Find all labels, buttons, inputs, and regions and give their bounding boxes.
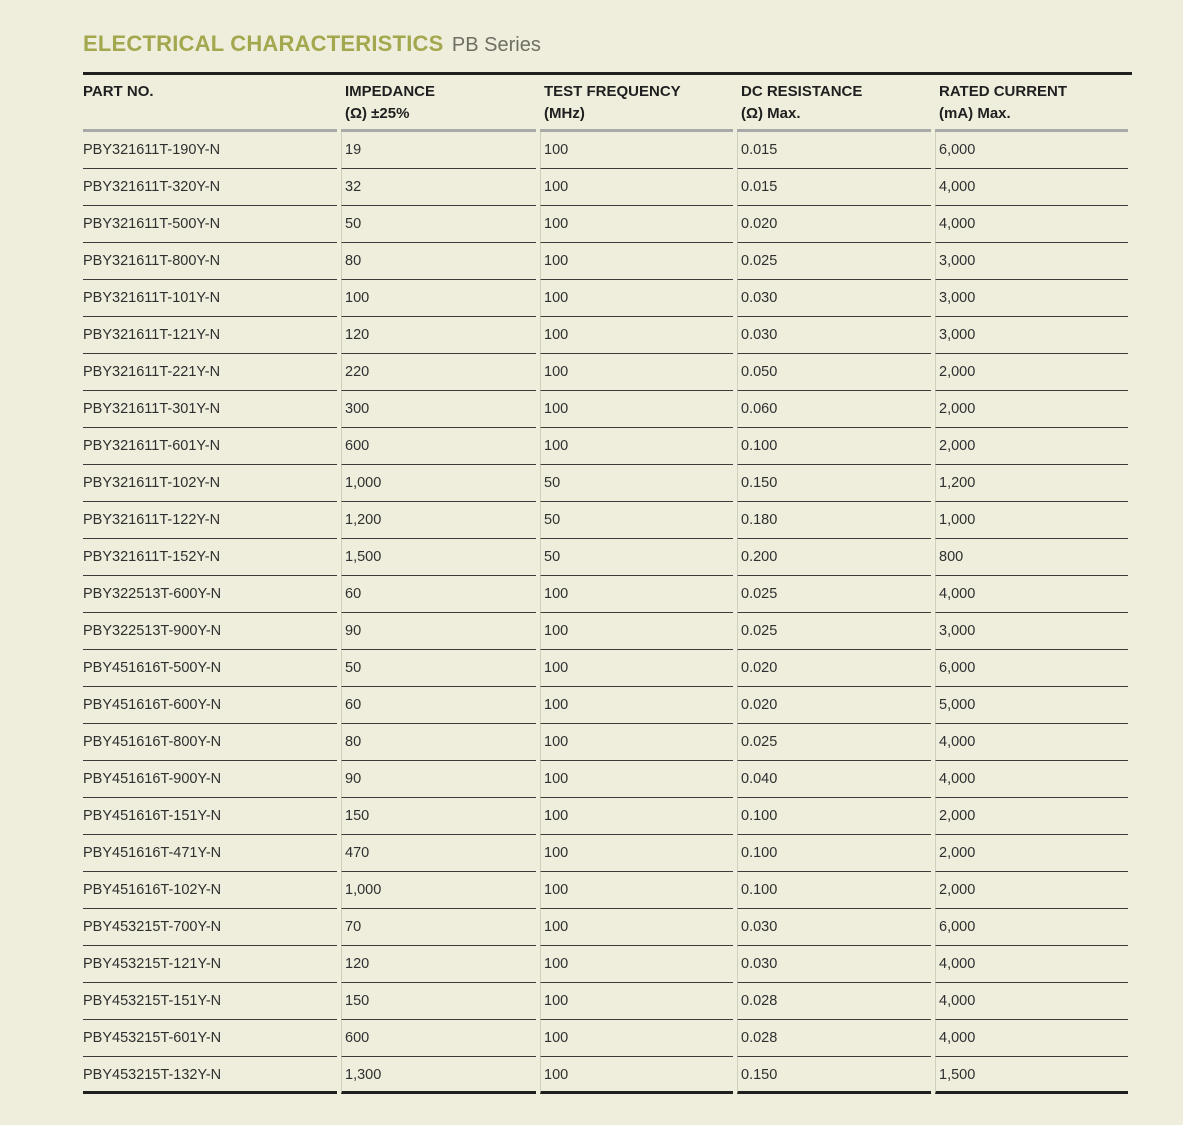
cell-part-no: PBY321611T-190Y-N [83,132,337,169]
cell-part-no: PBY451616T-900Y-N [83,761,337,798]
cell-dc-resistance: 0.150 [737,1057,931,1094]
cell-dc-resistance: 0.030 [737,946,931,983]
cell-test-frequency: 100 [540,798,733,835]
cell-part-no: PBY453215T-700Y-N [83,909,337,946]
column-header-line2: (mA) Max. [939,105,1011,122]
cell-impedance: 1,000 [341,465,536,502]
cell-part-no: PBY453215T-121Y-N [83,946,337,983]
section-title: ELECTRICAL CHARACTERISTICS [83,31,444,56]
cell-test-frequency: 100 [540,650,733,687]
cell-rated-current: 6,000 [935,132,1128,169]
cell-test-frequency: 100 [540,132,733,169]
cell-part-no: PBY451616T-471Y-N [83,835,337,872]
cell-rated-current: 1,500 [935,1057,1128,1094]
column-header-line2: (Ω) Max. [741,105,801,122]
cell-test-frequency: 50 [540,465,733,502]
cell-test-frequency: 100 [540,169,733,206]
cell-rated-current: 4,000 [935,169,1128,206]
cell-rated-current: 4,000 [935,576,1128,613]
column-header-line1: RATED CURRENT [939,83,1068,100]
cell-test-frequency: 100 [540,835,733,872]
cell-dc-resistance: 0.030 [737,317,931,354]
cell-dc-resistance: 0.020 [737,687,931,724]
cell-dc-resistance: 0.015 [737,132,931,169]
cell-test-frequency: 100 [540,687,733,724]
cell-test-frequency: 100 [540,1020,733,1057]
cell-part-no: PBY321611T-601Y-N [83,428,337,465]
cell-rated-current: 3,000 [935,280,1128,317]
cell-part-no: PBY321611T-221Y-N [83,354,337,391]
cell-dc-resistance: 0.100 [737,798,931,835]
cell-dc-resistance: 0.025 [737,243,931,280]
cell-dc-resistance: 0.200 [737,539,931,576]
cell-impedance: 32 [341,169,536,206]
cell-test-frequency: 100 [540,724,733,761]
column-header-line1: DC RESISTANCE [741,83,863,100]
cell-dc-resistance: 0.030 [737,280,931,317]
cell-rated-current: 2,000 [935,428,1128,465]
cell-dc-resistance: 0.025 [737,576,931,613]
cell-rated-current: 4,000 [935,206,1128,243]
cell-part-no: PBY321611T-320Y-N [83,169,337,206]
cell-test-frequency: 100 [540,317,733,354]
cell-rated-current: 800 [935,539,1128,576]
cell-rated-current: 2,000 [935,835,1128,872]
column-header-impedance [341,81,536,132]
cell-rated-current: 6,000 [935,650,1128,687]
cell-impedance: 100 [341,280,536,317]
cell-rated-current: 2,000 [935,872,1128,909]
electrical-characteristics-table [83,72,1132,1094]
table-row [83,946,1132,983]
cell-part-no: PBY321611T-301Y-N [83,391,337,428]
cell-impedance: 470 [341,835,536,872]
cell-dc-resistance: 0.040 [737,761,931,798]
cell-impedance: 600 [341,1020,536,1057]
table-row [83,280,1132,317]
cell-dc-resistance: 0.020 [737,650,931,687]
table-row [83,169,1132,206]
table-row [83,391,1132,428]
table-row [83,761,1132,798]
cell-part-no: PBY321611T-500Y-N [83,206,337,243]
cell-impedance: 80 [341,724,536,761]
cell-rated-current: 2,000 [935,391,1128,428]
cell-part-no: PBY451616T-500Y-N [83,650,337,687]
cell-impedance: 1,500 [341,539,536,576]
cell-part-no: PBY321611T-152Y-N [83,539,337,576]
cell-part-no: PBY451616T-800Y-N [83,724,337,761]
cell-impedance: 150 [341,798,536,835]
cell-dc-resistance: 0.100 [737,872,931,909]
table-row [83,613,1132,650]
cell-impedance: 60 [341,576,536,613]
cell-impedance: 80 [341,243,536,280]
column-header-part-no [83,81,337,132]
cell-rated-current: 4,000 [935,983,1128,1020]
cell-dc-resistance: 0.025 [737,613,931,650]
table-row [83,872,1132,909]
cell-dc-resistance: 0.050 [737,354,931,391]
table-row [83,798,1132,835]
cell-impedance: 50 [341,206,536,243]
table-row [83,909,1132,946]
table-row [83,983,1132,1020]
cell-impedance: 90 [341,761,536,798]
cell-rated-current: 4,000 [935,724,1128,761]
table-row [83,724,1132,761]
table-row [83,650,1132,687]
cell-test-frequency: 100 [540,613,733,650]
table-row [83,687,1132,724]
cell-dc-resistance: 0.025 [737,724,931,761]
cell-part-no: PBY451616T-151Y-N [83,798,337,835]
column-header-line2: (Ω) ±25% [345,105,410,122]
cell-impedance: 1,300 [341,1057,536,1094]
table-row [83,206,1132,243]
cell-impedance: 300 [341,391,536,428]
cell-impedance: 600 [341,428,536,465]
table-body [83,132,1132,1094]
table-row [83,243,1132,280]
column-header-line1: PART NO. [83,83,154,100]
cell-part-no: PBY451616T-600Y-N [83,687,337,724]
cell-part-no: PBY322513T-600Y-N [83,576,337,613]
cell-test-frequency: 100 [540,354,733,391]
column-header-line2: (MHz) [544,105,585,122]
cell-test-frequency: 50 [540,539,733,576]
series-label: PB Series [451,34,541,56]
cell-rated-current: 3,000 [935,243,1128,280]
cell-dc-resistance: 0.028 [737,1020,931,1057]
cell-rated-current: 4,000 [935,946,1128,983]
page-title [83,30,541,61]
table-row [83,428,1132,465]
cell-part-no: PBY321611T-121Y-N [83,317,337,354]
cell-test-frequency: 100 [540,428,733,465]
table-row [83,835,1132,872]
cell-part-no: PBY321611T-800Y-N [83,243,337,280]
cell-dc-resistance: 0.100 [737,428,931,465]
cell-part-no: PBY453215T-132Y-N [83,1057,337,1094]
column-header-rated-current [935,81,1128,132]
cell-test-frequency: 50 [540,502,733,539]
cell-test-frequency: 100 [540,206,733,243]
cell-dc-resistance: 0.100 [737,835,931,872]
column-header-line1: IMPEDANCE [345,83,436,100]
table-row [83,576,1132,613]
cell-rated-current: 2,000 [935,354,1128,391]
table-row [83,354,1132,391]
cell-rated-current: 5,000 [935,687,1128,724]
cell-impedance: 90 [341,613,536,650]
table-row [83,132,1132,169]
cell-test-frequency: 100 [540,391,733,428]
cell-test-frequency: 100 [540,946,733,983]
cell-rated-current: 1,200 [935,465,1128,502]
cell-test-frequency: 100 [540,280,733,317]
cell-part-no: PBY321611T-102Y-N [83,465,337,502]
cell-dc-resistance: 0.028 [737,983,931,1020]
cell-part-no: PBY321611T-101Y-N [83,280,337,317]
cell-part-no: PBY453215T-601Y-N [83,1020,337,1057]
cell-test-frequency: 100 [540,909,733,946]
column-header-test-frequency [540,81,733,132]
table-row [83,539,1132,576]
cell-part-no: PBY322513T-900Y-N [83,613,337,650]
cell-impedance: 50 [341,650,536,687]
cell-dc-resistance: 0.030 [737,909,931,946]
cell-impedance: 60 [341,687,536,724]
cell-test-frequency: 100 [540,1057,733,1094]
cell-part-no: PBY453215T-151Y-N [83,983,337,1020]
cell-impedance: 19 [341,132,536,169]
cell-dc-resistance: 0.180 [737,502,931,539]
table-row [83,1057,1132,1094]
table-header [83,75,1132,132]
cell-rated-current: 2,000 [935,798,1128,835]
cell-dc-resistance: 0.060 [737,391,931,428]
cell-rated-current: 3,000 [935,317,1128,354]
cell-impedance: 120 [341,317,536,354]
cell-part-no: PBY321611T-122Y-N [83,502,337,539]
cell-rated-current: 6,000 [935,909,1128,946]
cell-impedance: 1,000 [341,872,536,909]
table-row [83,465,1132,502]
column-header-dc-resistance [737,81,931,132]
cell-impedance: 220 [341,354,536,391]
cell-impedance: 70 [341,909,536,946]
column-header-line1: TEST FREQUENCY [544,83,681,100]
cell-rated-current: 3,000 [935,613,1128,650]
cell-impedance: 120 [341,946,536,983]
cell-test-frequency: 100 [540,761,733,798]
table-row [83,1020,1132,1057]
cell-part-no: PBY451616T-102Y-N [83,872,337,909]
cell-test-frequency: 100 [540,243,733,280]
cell-test-frequency: 100 [540,872,733,909]
cell-rated-current: 1,000 [935,502,1128,539]
cell-dc-resistance: 0.020 [737,206,931,243]
cell-dc-resistance: 0.150 [737,465,931,502]
table-row [83,502,1132,539]
cell-impedance: 1,200 [341,502,536,539]
table-row [83,317,1132,354]
cell-dc-resistance: 0.015 [737,169,931,206]
cell-test-frequency: 100 [540,983,733,1020]
cell-rated-current: 4,000 [935,761,1128,798]
cell-rated-current: 4,000 [935,1020,1128,1057]
cell-test-frequency: 100 [540,576,733,613]
cell-impedance: 150 [341,983,536,1020]
